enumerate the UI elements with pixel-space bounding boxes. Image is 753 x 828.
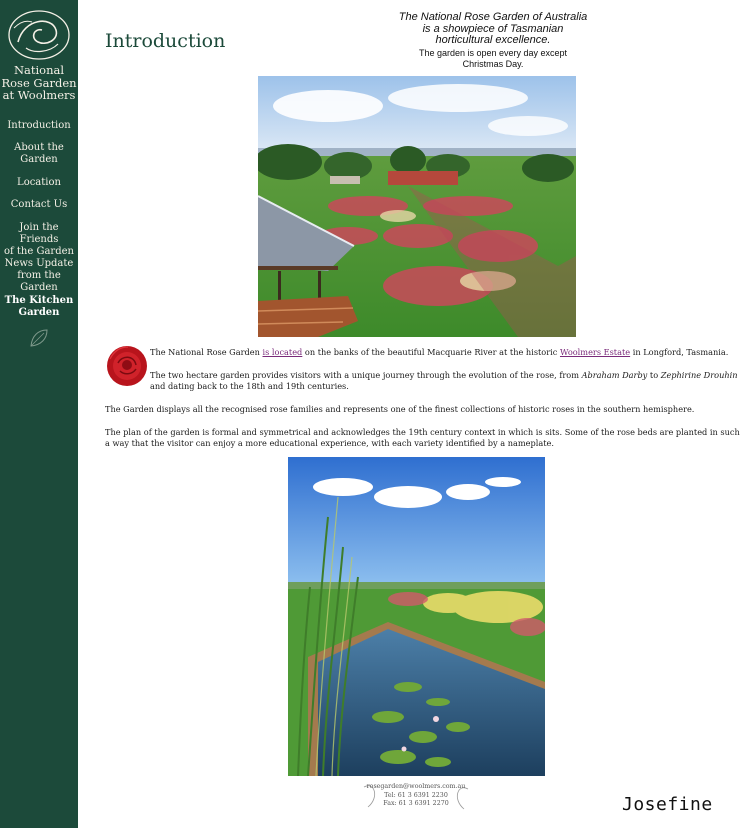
nav-about-the-garden[interactable]: About the Garden	[14, 142, 64, 165]
tagline: The National Rose Garden of Australia is a showpiece of Tasmanian horticultural excellence.	[398, 11, 588, 46]
leaf-icon	[28, 327, 50, 349]
intro-paragraph-2: The two hectare garden provides visitors with a unique journey through the evolution of the rose, from Abraham Darby to Zephirine Drouhin and dating back to the 18th and 19th centuries.	[150, 370, 738, 391]
nav-contact-us[interactable]: Contact Us	[10, 199, 68, 210]
contact-tel: Tel: 61 3 6391 2230	[384, 791, 448, 799]
nav-location[interactable]: Location	[17, 177, 61, 188]
nav-join-friends[interactable]: Join the Friends of the Garden	[4, 222, 74, 257]
opening-hours-note: The garden is open every day except Christmas Day.	[418, 48, 568, 69]
sidebar	[0, 0, 78, 828]
garden-pond-photo	[288, 457, 545, 776]
rose-name-abraham-darby: Abraham Darby	[581, 370, 648, 380]
contact-info	[360, 783, 472, 813]
rose-name-zephirine-drouhin: Zephirine Drouhin	[660, 370, 738, 380]
nav-introduction[interactable]: Introduction	[7, 120, 71, 131]
nav-news-update[interactable]: News Update from the Garden	[4, 258, 74, 293]
garden-overview-photo	[258, 76, 576, 337]
intro-paragraph-3: The Garden displays all the recognised rose families and represents one of the finest collections of historic roses in the southern hemisphere.	[105, 404, 695, 414]
link-is-located[interactable]: is located	[262, 347, 303, 357]
nav-kitchen-garden[interactable]: The Kitchen Garden	[4, 295, 74, 318]
page-title: Introduction	[105, 30, 226, 52]
contact-email[interactable]: rosegarden@woolmers.com.au	[366, 783, 466, 790]
rose-logo-icon[interactable]	[6, 8, 72, 62]
site-title: National Rose Garden at Woolmers	[1, 63, 77, 102]
contact-fax: Fax: 61 3 6391 2270	[383, 800, 449, 807]
red-rose-image	[106, 345, 148, 387]
intro-paragraph-1: The National Rose Garden is located on the banks of the beautiful Macquarie River at the historic Woolmers Estate in Longford, Tasmania.	[150, 347, 729, 357]
signature-watermark: Josefine	[622, 794, 713, 815]
intro-paragraph-4: The plan of the garden is formal and symmetrical and acknowledges the 19th century context in which is sits. Some of the rose beds are planted in such a way that the visitor can enjoy a more educational experience, with each variety identified by a nameplate.	[105, 427, 740, 448]
link-woolmers-estate[interactable]: Woolmers Estate	[559, 347, 631, 357]
